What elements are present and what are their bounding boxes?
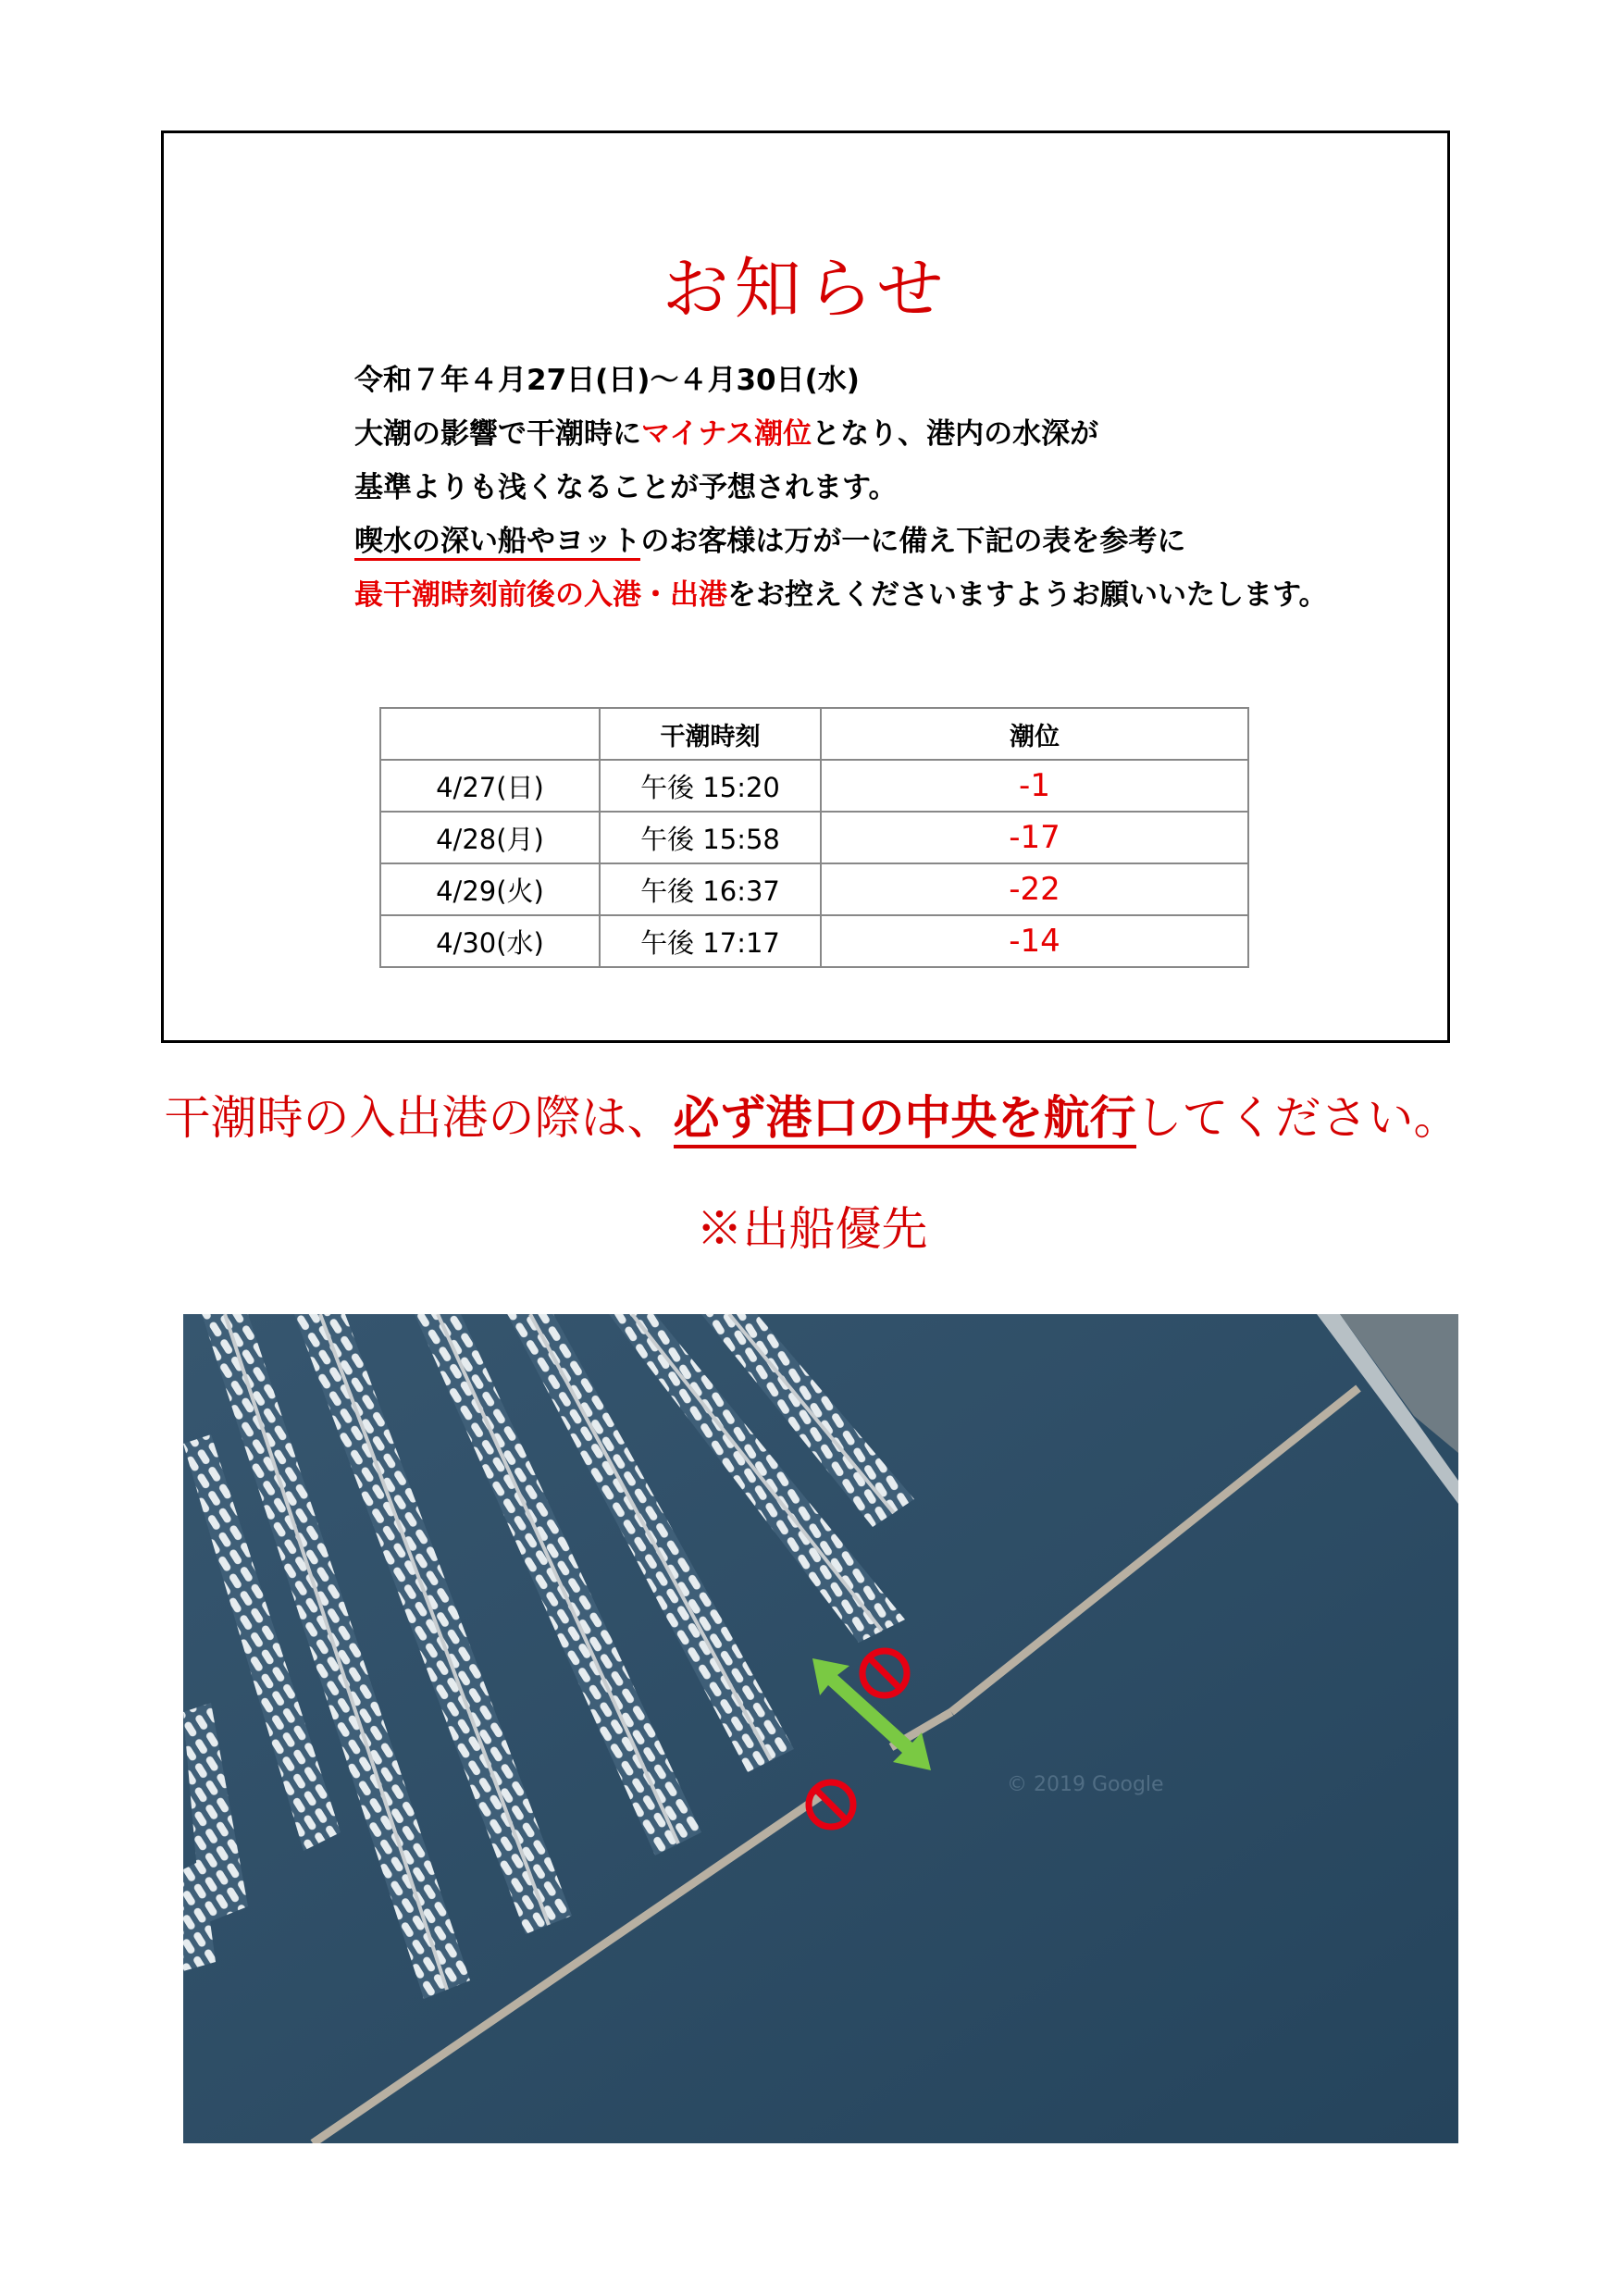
paragraph-line-5 — [354, 568, 1328, 622]
text-segment: 大潮の影響で干潮時に — [354, 417, 641, 451]
map-watermark: © 2019 Google — [1007, 1773, 1164, 1796]
text-segment: となり、港内の水深が — [812, 417, 1099, 451]
priority-note: ※出船優先 — [696, 1202, 928, 1256]
date-cell: 4/28(月) — [380, 812, 600, 863]
time-cell: 午後 17:17 — [600, 915, 821, 967]
table-row — [380, 915, 1248, 967]
header-cell — [380, 708, 600, 760]
table-row — [380, 760, 1248, 812]
header-cell: 干潮時刻 — [600, 708, 821, 760]
harbor-map-svg — [183, 1314, 1458, 2143]
date-cell: 4/30(水) — [380, 915, 600, 967]
header-cell: 潮位 — [821, 708, 1248, 760]
low-tide-warning-text: 最干潮時刻前後の入港・出港 — [354, 578, 727, 612]
notice-box — [161, 130, 1450, 1043]
tide-table — [379, 707, 1249, 968]
instruction-prefix: 干潮時の入出港の際は、 — [164, 1091, 674, 1145]
deep-draft-text: 喫水の深い船やヨット — [354, 525, 640, 561]
time-cell: 午後 16:37 — [600, 863, 821, 915]
minus-tide-text: マイナス潮位 — [641, 417, 812, 451]
table-row — [380, 863, 1248, 915]
paragraph-line-3: 基準よりも浅くなることが予想されます。 — [354, 471, 898, 504]
level-cell: -22 — [821, 863, 1248, 915]
text-segment: をお控えくださいますようお願いいたします。 — [727, 578, 1328, 612]
level-cell: -17 — [821, 812, 1248, 863]
notice-title: お知らせ — [662, 250, 949, 328]
level-cell: -1 — [821, 760, 1248, 812]
instruction-emphasis: 必ず港口の中央を航行 — [674, 1090, 1136, 1148]
time-cell: 午後 15:58 — [600, 812, 821, 863]
harbor-map — [183, 1314, 1458, 2143]
date-line: 令和７年４月27日(日)～４月30日(水) — [354, 364, 860, 397]
paragraph-line-4 — [354, 515, 1185, 568]
instruction-line — [0, 1081, 1624, 1148]
paragraph-line-2 — [354, 407, 1098, 461]
text-segment: のお客様は万が一に備え下記の表を参考に — [640, 525, 1186, 558]
date-cell: 4/29(火) — [380, 863, 600, 915]
time-cell: 午後 15:20 — [600, 760, 821, 812]
level-cell: -14 — [821, 915, 1248, 967]
table-header-row — [380, 708, 1248, 760]
table-row — [380, 812, 1248, 863]
instruction-suffix: してください。 — [1135, 1091, 1460, 1145]
date-cell: 4/27(日) — [380, 760, 600, 812]
